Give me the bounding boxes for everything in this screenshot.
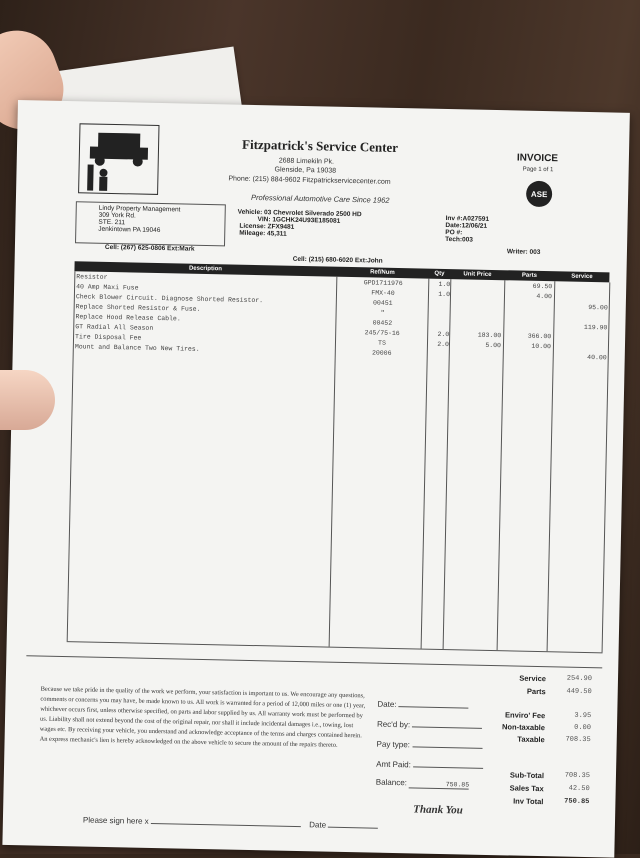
row-description: Replace Shorted Resistor & Fuse. [76, 303, 201, 313]
service-total-label: Service [476, 673, 546, 683]
shop-phone-web: Phone: (215) 884-9602 Fitzpatrickservicecenter.com [228, 175, 390, 185]
grand-totals [473, 770, 590, 807]
row-description: Mount and Balance Two New Tires. [75, 343, 200, 353]
row-ref: 245/75-16 [337, 329, 427, 338]
row-parts: 69.50 [504, 282, 552, 290]
row-ref: " [338, 309, 428, 318]
invoice-date: Date:12/06/21 [445, 222, 489, 230]
tax-totals [475, 710, 592, 745]
row-unit-price: 183.00 [449, 331, 501, 339]
customer-box [75, 201, 226, 246]
row-description: Check Blower Circuit. Diagnose Shorted Resistor. [76, 293, 263, 304]
recd-by-line [412, 718, 482, 728]
invoice-sheet [2, 100, 629, 858]
row-parts: 366.00 [503, 332, 551, 340]
shop-address-2: Glenside, Pa 19038 [275, 166, 337, 174]
customer-cell-2: Cell: (215) 680-6020 Ext:John [293, 256, 383, 265]
sign-date-line [328, 819, 378, 829]
parts-total-label: Parts [476, 686, 546, 696]
row-description: Replace Hood Release Cable. [75, 313, 180, 322]
balance-label: Balance: [376, 778, 407, 788]
signature-underline [151, 815, 301, 827]
row-parts [504, 302, 552, 303]
row-qty: 2.0 [429, 331, 449, 338]
row-service: 95.00 [554, 303, 608, 311]
row-unit-price [450, 281, 502, 282]
customer-suite: STE. 211 [76, 218, 224, 228]
row-ref: 00451 [338, 299, 428, 308]
row-parts [503, 322, 551, 323]
enviro-fee: 3.95 [551, 711, 591, 721]
invoice-number: Inv #:A027591 [446, 215, 490, 223]
row-ref: 00452 [337, 319, 427, 328]
row-service [554, 293, 608, 294]
row-unit-price [450, 301, 502, 302]
row-service [553, 333, 607, 334]
customer-city: Jenkintown PA 19046 [76, 225, 224, 235]
row-description: 40 Amp Maxi Fuse [76, 283, 139, 291]
sales-tax: 42.50 [550, 784, 590, 794]
invoice-title: INVOICE [517, 152, 558, 164]
amt-paid-label: Amt Paid: [376, 760, 411, 770]
customer-street: 309 York Rd. [77, 211, 225, 221]
vehicle-block [237, 209, 361, 240]
col-unit-price: Unit Price [450, 269, 504, 280]
col-service: Service [554, 271, 609, 282]
subtotal-label: Sub-Total [474, 770, 544, 780]
row-unit-price [449, 351, 501, 352]
line-items [75, 273, 611, 364]
footer-divider [26, 655, 602, 668]
row-parts: 4.00 [504, 292, 552, 300]
inv-total-label: Inv Total [473, 796, 543, 806]
customer-name: Lindy Property Management [77, 202, 225, 214]
date-line [399, 698, 469, 708]
row-service: 119.90 [553, 323, 607, 331]
service-total: 254.90 [552, 674, 592, 684]
enviro-fee-label: Enviro' Fee [475, 710, 545, 720]
customer-cell: Cell: (267) 625-0806 Ext:Mark [105, 244, 195, 253]
row-qty: 2.0 [429, 341, 449, 348]
sales-tax-label: Sales Tax [474, 783, 544, 793]
row-parts: 10.00 [503, 342, 551, 350]
page-number: Page 1 of 1 [523, 167, 554, 174]
inv-total: 750.85 [549, 797, 589, 807]
row-qty: 1.0 [430, 281, 450, 288]
taxable: 708.35 [551, 735, 591, 745]
warranty-disclaimer: Because we take pride in the quality of the work we perform, your satisfaction is important to us. We encourage any questions, comments or concerns you may have, be made known to us. All work is warranted for a period of 12,000 miles or one (1) year, whichever occurs first, unless otherwise specified, on parts and labor supplied by us. All warranty work must be performed by us. Liability shall not extend beyond the cost of the original repair, nor shall it include incidental damages i.e., towing, lost wages etc. By receiving your vehicle, you understand and acknowledge acceptance of the terms and charges contained herein. An express mechanic's lien is hereby acknowledged on the above vehicle to secure the amount of the repairs thereto. [40, 685, 371, 752]
col-description: Description [74, 261, 336, 276]
col-qty: Qty [428, 269, 450, 279]
parts-total: 449.50 [552, 687, 592, 697]
non-taxable: 0.00 [551, 723, 591, 733]
vehicle-license: License: ZFX9481 [237, 223, 361, 233]
row-ref: 20006 [337, 349, 427, 358]
row-parts [504, 312, 552, 313]
row-unit-price [450, 291, 502, 292]
row-service [554, 283, 608, 284]
row-ref: FMX-40 [338, 289, 428, 298]
row-service [554, 313, 608, 314]
pay-type-line [412, 738, 482, 748]
row-parts [503, 352, 551, 353]
row-unit-price [449, 321, 501, 322]
col-ref-num: Ref/Num [336, 267, 428, 279]
row-description: Tire Disposal Fee [75, 333, 141, 341]
thank-you: Thank You [413, 803, 463, 816]
invoice-writer: Writer: 003 [507, 248, 541, 256]
shop-slogan: Professional Automotive Care Since 1962 [251, 193, 390, 205]
non-taxable-label: Non-taxable [475, 722, 545, 732]
signature-line[interactable] [83, 814, 379, 831]
balance-value: 750.85 [409, 780, 469, 789]
vehicle-model: Vehicle: 03 Chevrolet Silverado 2500 HD [238, 209, 362, 219]
recd-by-label: Rec'd by: [377, 720, 410, 730]
row-qty: 1.0 [430, 291, 450, 298]
row-unit-price: 5.00 [449, 341, 501, 349]
row-description: Resistor [76, 273, 107, 281]
row-unit-price [450, 311, 502, 312]
invoice-info [445, 215, 489, 244]
shop-name: Fitzpatrick's Service Center [242, 137, 398, 156]
subtotal: 708.35 [550, 771, 590, 781]
row-description: GT Radial All Season [75, 323, 153, 332]
date-label: Date: [377, 700, 396, 709]
row-service [553, 343, 607, 344]
taxable-label: Taxable [475, 734, 545, 744]
service-parts-totals [476, 673, 592, 697]
row-ref: GPD1711976 [338, 279, 428, 288]
row-ref: TS [337, 339, 427, 348]
ase-badge: ASE [526, 181, 553, 208]
pay-type-label: Pay type: [376, 740, 410, 750]
row-service: 40.00 [553, 353, 607, 361]
vehicle-vin: VIN: 1GCHK24U93E185081 [237, 216, 361, 226]
shop-logo [78, 123, 159, 195]
shop-address-1: 2688 Limekiln Pk. [279, 157, 334, 165]
invoice-tech: Tech:003 [445, 236, 489, 244]
invoice-po: PO #: [445, 229, 489, 237]
sign-date-label: Date [309, 820, 326, 829]
vehicle-mileage: Mileage: 45,311 [237, 230, 361, 240]
sign-here-label: Please sign here x [83, 816, 149, 826]
amt-paid-line [413, 758, 483, 768]
col-parts: Parts [504, 270, 554, 281]
